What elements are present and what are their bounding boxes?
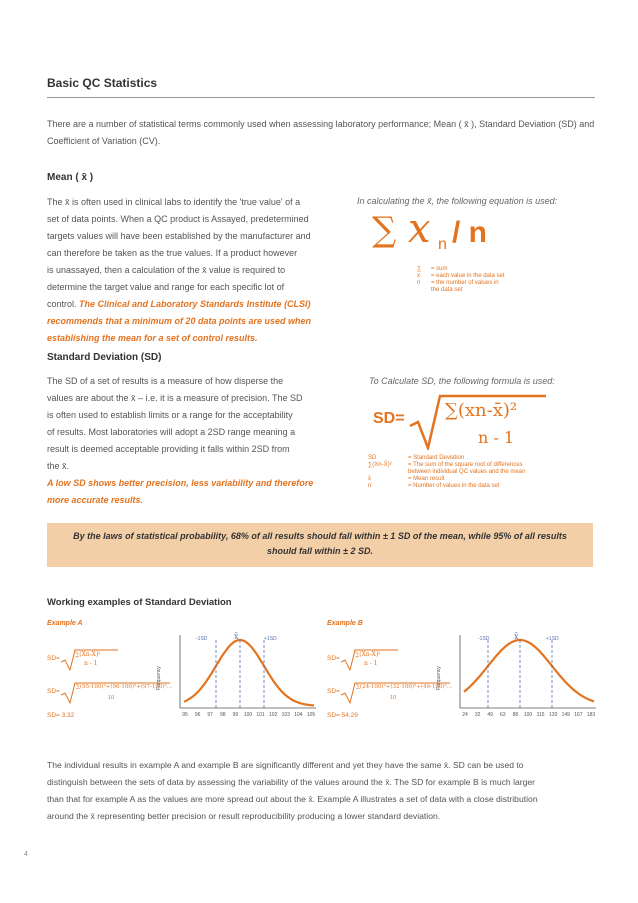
x-tick-label: 96 <box>194 712 201 718</box>
page-number: 4 <box>24 851 28 858</box>
x-tick-label: 101 <box>256 712 265 718</box>
example-b-sqrt <box>340 648 400 672</box>
formula-divide-n: / n <box>452 216 487 249</box>
mean-line: determine the target value and range for each specific lot of <box>47 282 285 292</box>
example-b-result: SD= 54.29 <box>327 712 358 719</box>
example-a-sqrt <box>60 648 120 672</box>
examples-heading: Working examples of Standard Deviation <box>47 597 232 608</box>
conclusion-line: The individual results in example A and example B are significantly different and yet they have the same x̄. SD can be used to <box>47 760 524 770</box>
x-tick-labels <box>182 712 315 718</box>
legend-value: = the number of values in <box>431 280 499 286</box>
x-tick-label: 115 <box>536 712 545 718</box>
x-tick-label: 95 <box>182 712 188 718</box>
sd-heading: Standard Deviation (SD) <box>47 352 162 363</box>
banner-text: By the laws of statistical probability, 68% of all results should fall within ± 1 SD of the mean, while 95% of all results should fall within ± 2 SD. <box>73 531 567 556</box>
legend-value: = sum <box>431 266 448 272</box>
mean-caption: In calculating the x̄, the following equation is used: <box>357 196 558 206</box>
normal-curve <box>184 640 314 705</box>
x-tick-label: 167 <box>574 712 583 718</box>
mean-paragraph <box>47 194 315 347</box>
legend-key: SD <box>368 455 377 461</box>
title-rule <box>47 97 595 98</box>
x-tick-labels <box>462 712 595 718</box>
example-b-mean-label: x̄ <box>514 632 519 641</box>
sd-emphasis: A low SD shows better precision, less variability and therefore <box>47 478 314 488</box>
sd-caption: To Calculate SD, the following formula is used: <box>369 376 555 386</box>
example-b-sd-numbers: ∑(24-100)²+(32-100)²+(49-100)²... <box>356 684 452 690</box>
example-b-title: Example B <box>327 620 363 627</box>
mean-line: control. <box>47 299 77 309</box>
mean-line: can therefore be taken as the true values. If a product however <box>47 248 298 258</box>
conclusion-paragraph <box>47 757 607 825</box>
example-b-sd-label-2: SD= <box>327 688 340 695</box>
example-b-plus-label: +1SD <box>546 636 559 642</box>
formula-subscript-n: n <box>438 236 447 253</box>
example-b-ylabel: Frequency <box>435 666 442 690</box>
example-a-sd-label: SD= <box>47 655 60 662</box>
example-b-minus-label: -1SD <box>478 636 490 642</box>
sd-emphasis: more accurate results. <box>47 495 144 505</box>
mean-line: The x̄ is often used in clinical labs to identify the 'true value' of a <box>47 197 301 207</box>
legend-value: the data set <box>431 287 463 293</box>
legend-key: x <box>417 273 420 279</box>
legend-key: x̄ <box>368 476 371 482</box>
sum-symbol: ∑ <box>372 210 397 250</box>
x-tick-label: 32 <box>474 712 481 718</box>
x-tick-label: 63 <box>500 712 506 718</box>
sd-line: The SD of a set of results is a measure of how disperse the <box>47 376 284 386</box>
mean-heading: Mean ( x̄ ) <box>47 172 94 183</box>
legend-key: ∑ <box>417 266 422 272</box>
x-tick-label: 98 <box>220 712 226 718</box>
example-b-formula-num: ∑(Xn-X̄)² <box>355 651 381 658</box>
legend-value: = each value in the data set <box>431 273 505 279</box>
mean-emphasis: The Clinical and Laboratory Standards Institute (CLSI) <box>79 299 311 309</box>
intro-paragraph: There are a number of statistical terms commonly used when assessing laboratory performance; Mean ( x̄ ), Standard Deviation (SD) and Coefficient of Variation (CV). <box>47 119 595 146</box>
example-a-result: SD= 3.32 <box>47 712 75 719</box>
conclusion-line: than that for example A as the values are more spread out about the x̄. Example A illustrates a set of data with a close distribution <box>47 794 538 804</box>
formula-x: x <box>408 206 431 252</box>
example-a-sd-label-2: SD= <box>47 688 60 695</box>
example-a-mean-label: x̄ <box>234 632 239 641</box>
example-b-sd-label: SD= <box>327 655 340 662</box>
example-a-ylabel: Frequency <box>155 666 162 690</box>
legend-value: between individual QC values and the mean <box>408 469 526 475</box>
sd-line: of results. Most laboratories will adopt a 2SD range meaning a <box>47 427 296 437</box>
example-a-sd-numbers: ∑(95-100)²+(96-100)²+(97-100)²... <box>76 684 172 690</box>
conclusion-line: distinguish between the sets of data by assessing the variability of the values around the x̄. The SD for example B is much larger <box>47 777 536 787</box>
mean-line: is unassayed, then a calculation of the x̄ value is required to <box>47 265 286 275</box>
sd-line: the x̄. <box>47 461 70 471</box>
legend-value: = Number of values in the data set <box>408 483 500 489</box>
sd-formula-numerator: ∑(xn-x̄)² <box>445 400 518 421</box>
x-tick-label: 103 <box>281 712 290 718</box>
page-title: Basic QC Statistics <box>47 76 158 90</box>
x-tick-label: 100 <box>523 712 533 718</box>
example-a-plus-label: +1SD <box>264 636 277 642</box>
legend-key: n <box>417 280 421 286</box>
sd-formula-denominator: n - 1 <box>478 428 515 447</box>
legend-value: = Mean result <box>408 476 445 482</box>
sd-line: result is deemed acceptable providing it falls within 2SD from <box>47 444 290 454</box>
x-tick-label: 102 <box>269 712 278 718</box>
conclusion-line: around the x̄ representing better precision or result reproducibility producing a lower standard deviation. <box>47 811 441 821</box>
sd-formula-label: SD= <box>373 410 405 427</box>
mean-emphasis: recommends that a minimum of 20 data points are used when <box>47 316 312 326</box>
sd-paragraph <box>47 373 315 509</box>
legend-value: = Standard Deviation <box>408 455 465 461</box>
normal-curve <box>464 640 594 701</box>
example-b-chart <box>440 630 600 740</box>
sd-legend <box>368 455 525 490</box>
example-a-formula-num: ∑(Xn-X̄)² <box>75 651 101 658</box>
x-tick-label: 88 <box>512 712 519 718</box>
mean-line: set of data points. When a QC product is Assayed, predetermined <box>47 214 309 224</box>
example-a-title: Example A <box>47 620 83 627</box>
x-tick-label: 97 <box>207 712 213 718</box>
x-tick-label: 149 <box>561 712 570 718</box>
legend-key: ∑(Xn-X̄)² <box>368 462 392 468</box>
example-b-formula-den: n - 1 <box>364 660 378 667</box>
x-tick-label: 99 <box>232 712 239 718</box>
x-tick-label: 100 <box>243 712 253 718</box>
sd-line: values are about the x̄ – i.e. it is a measure of precision. The SD <box>47 393 303 403</box>
mean-line: targets values will have been established by the manufacturer and <box>47 231 311 241</box>
x-tick-label: 183 <box>586 712 596 718</box>
x-tick-label: 130 <box>549 712 558 718</box>
example-a-formula-den: n - 1 <box>84 660 98 667</box>
example-b-sd-den: 10 <box>390 695 397 701</box>
mean-legend <box>417 266 505 294</box>
mean-emphasis: establishing the mean for a set of control results. <box>47 333 258 343</box>
example-a-sd-den: 10 <box>108 695 115 701</box>
x-tick-label: 49 <box>487 712 493 718</box>
legend-key: n <box>368 483 372 489</box>
example-a-chart <box>160 630 320 740</box>
legend-value: = The sum of the square root of differences <box>408 462 523 468</box>
x-tick-label: 24 <box>462 712 468 718</box>
x-tick-label: 104 <box>294 712 303 718</box>
sd-line: is often used to establish limits or a range for the acceptability <box>47 410 293 420</box>
example-a-minus-label: -1SD <box>196 636 208 642</box>
x-tick-label: 105 <box>306 712 316 718</box>
